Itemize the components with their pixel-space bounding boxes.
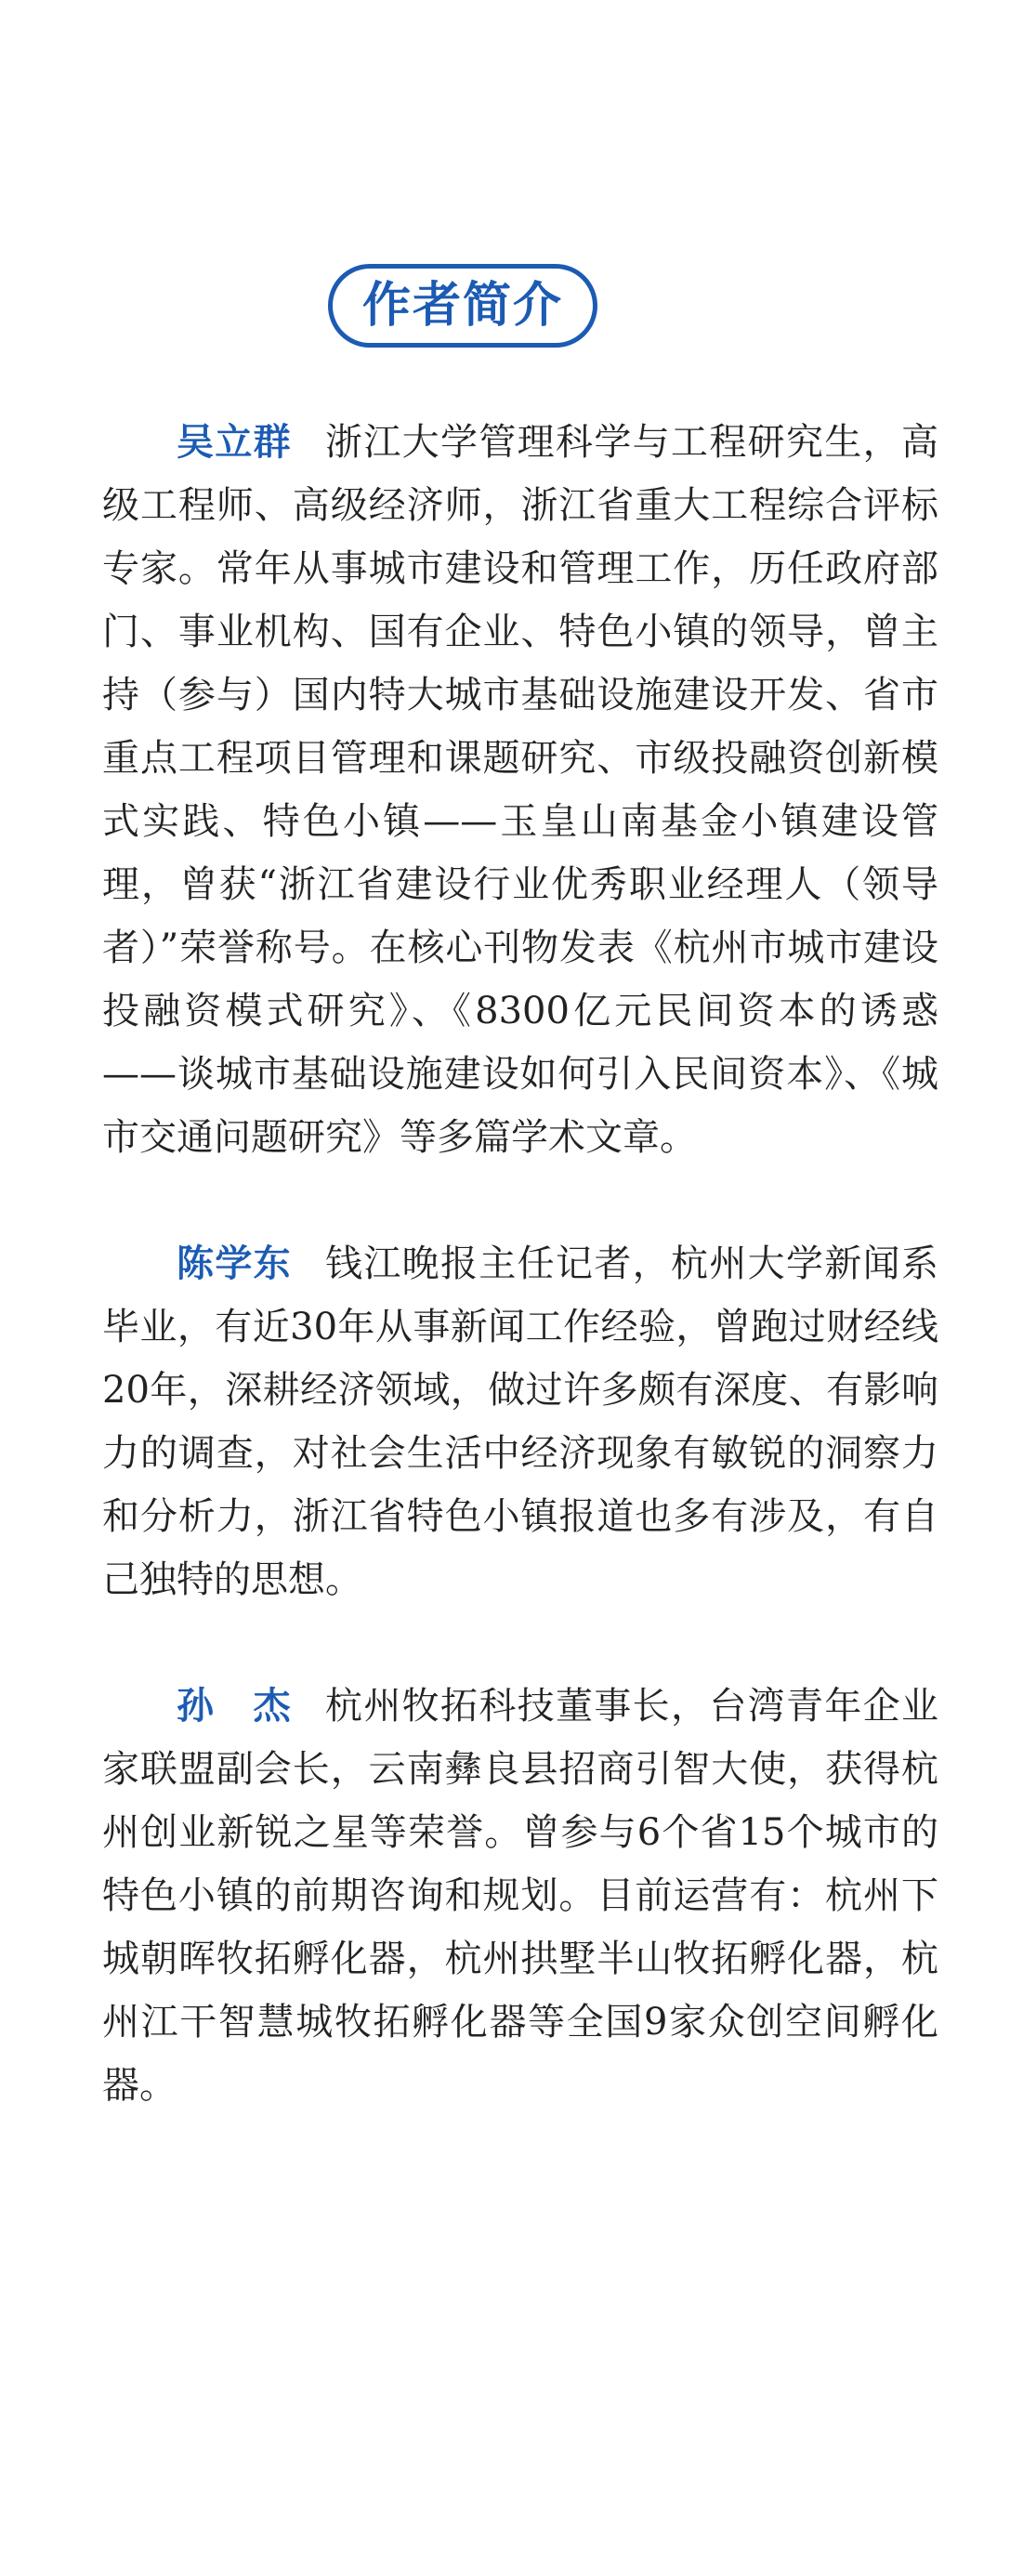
author-bio-text: 杭州牧拓科技董事长，台湾青年企业家联盟副会长，云南彝良县招商引智大使，获得杭州创业新锐之星等荣誉。曾参与6个省15个城市的特色小镇的前期咨询和规划。目前运营有：杭州下城朝晖牧拓孵化器，杭州拱墅半山牧拓孵化器，杭州江干智慧城牧拓孵化器等全国9家众创空间孵化器。 <box>102 1685 938 2107</box>
page-title: 作者简介 <box>361 278 563 334</box>
author-name: 吴立群 <box>177 421 292 464</box>
author-bio-3 <box>102 1675 938 2117</box>
author-bio-2 <box>102 1232 938 1611</box>
author-name: 陈学东 <box>177 1242 292 1285</box>
author-bio-1 <box>102 411 938 1169</box>
author-name: 孙 杰 <box>177 1685 292 1728</box>
section-title-badge <box>328 264 597 348</box>
author-bio-list <box>102 411 938 2117</box>
author-bio-text: 浙江大学管理科学与工程研究生，高级工程师、高级经济师，浙江省重大工程综合评标专家。常年从事城市建设和管理工作，历任政府部门、事业机构、国有企业、特色小镇的领导，曾主持（参与）国内特大城市基础设施建设开发、省市重点工程项目管理和课题研究、市级投融资创新模式实践、特色小镇——玉皇山南基金小镇建设管理，曾获“浙江省建设行业优秀职业经理人（领导者）”荣誉称号。在核心刊物发表《杭州市城市建设投融资模式研究》、《8300亿元民间资本的诱惑——谈城市基础设施建设如何引入民间资本》、《城市交通问题研究》等多篇学术文章。 <box>102 421 938 1159</box>
author-bio-text: 钱江晚报主任记者，杭州大学新闻系毕业，有近30年从事新闻工作经验，曾跑过财经线20年，深耕经济领域，做过许多颇有深度、有影响力的调查，对社会生活中经济现象有敏锐的洞察力和分析力，浙江省特色小镇报道也多有涉及，有自己独特的思想。 <box>102 1242 938 1601</box>
